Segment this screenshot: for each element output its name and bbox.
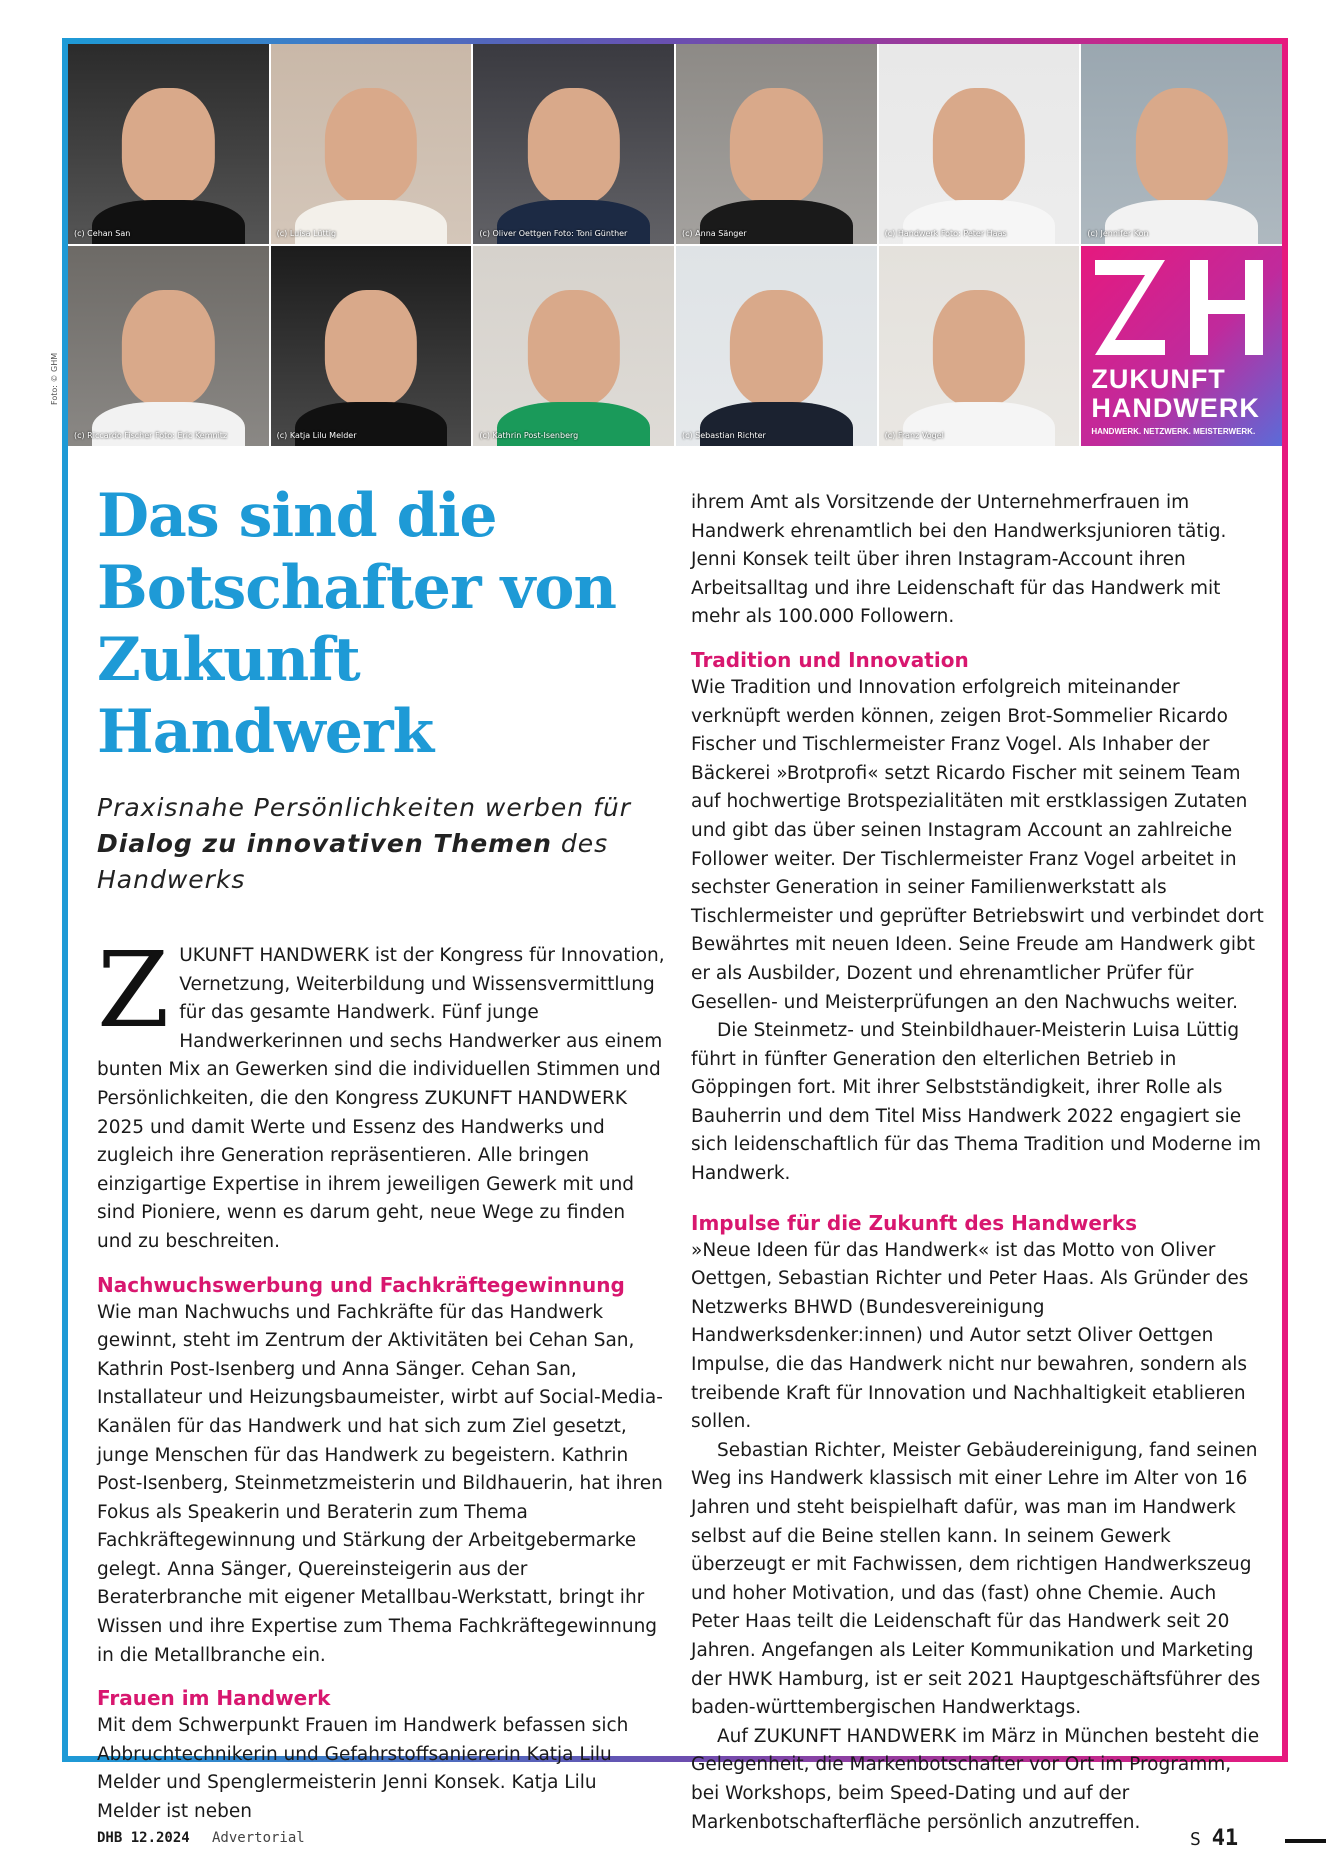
zh-logo-mark (1095, 260, 1265, 355)
paragraph: Auf ZUKUNFT HANDWERK im März in München besteht die Gelegenheit, die Markenbotschafter vor Ort im Programm, bei Workshops, beim Speed-Dating und auf der Markenbotschafterfläche persönlich anzutreffen. (691, 1725, 1260, 1833)
footer-issue: DHB 12.2024 (97, 1830, 190, 1846)
footer-rule (1285, 1839, 1326, 1843)
page-title: Das sind die Botschafter von Zukunft Handwerk (97, 481, 616, 767)
photo-caption: (c) Luisa Lüttig (276, 229, 337, 238)
paragraph: »Neue Ideen für das Handwerk« ist das Motto von Oliver Oettgen, Sebastian Richter und Peter Haas. Als Gründer des Netzwerks BHWD (Bundesvereinigung Handwerksdenker:innen) und Autor setzt Oliver Oettgen Impulse, die das Handwerk nicht nur bewahren, sondern als treibende Kraft für Innovation und Nachhaltigkeit etablieren sollen. (691, 1239, 1249, 1433)
portrait-face (325, 290, 417, 406)
section-heading: Impulse für die Zukunft des Handwerks (691, 1210, 1137, 1235)
photo-caption: (c) Anna Sänger (682, 229, 747, 238)
portrait-face (1136, 88, 1228, 204)
portrait-face (730, 290, 822, 406)
zukunft-handwerk-logo (1081, 246, 1282, 446)
ambassador-photo (473, 246, 674, 446)
ambassador-photo (68, 246, 269, 446)
portrait-face (122, 88, 214, 204)
ambassador-photo (676, 246, 877, 446)
paragraph: Sebastian Richter, Meister Gebäudereinigung, fand seinen Weg ins Handwerk klassisch mit einer Lehre im Alter von 16 Jahren und steht beispielhaft dafür, was man im Handwerk selbst auf die Beine stellen kann. In seinem Gewerk überzeugt er mit Fachwissen, dem richtigen Handwerkszeug und hoher Motivation, und das (fast) ohne Chemie. Auch Peter Haas teilt die Leidenschaft für das Handwerk seit 20 Jahren. Angefangen als Leiter Kommunikation und Marketing der HWK Hamburg, ist er seit 2021 Hauptgeschäftsführer des baden-württembergischen Handwerktags. (691, 1439, 1261, 1719)
photo-caption: (c) Katja Lilu Melder (276, 431, 357, 440)
intro-text: UKUNFT HANDWERK ist der Kongress für Innovation, Vernetzung, Weiterbildung und Wissensvermittlung für das gesamte Handwerk. Fünf junge Handwerkerinnen und sechs Handwerker aus einem bunten Mix an Gewerken sind die individuellen Stimmen und Persönlichkeiten, die den Kongress ZUKUNFT HANDWERK 2025 und damit Werte und Essenz des Handwerks und zugleich ihre Generation repräsentieren. Alle bringen einzigartige Expertise in ihrem jeweiligen Gewerk mit und sind Pioniere, wenn es darum geht, neue Wege zu finden und zu beschreiten. (97, 945, 665, 1252)
subtitle-bold: Dialog zu innovativen Themen (97, 829, 552, 858)
photo-caption: (c) Handwerk Foto: Peter Haas (884, 229, 1007, 238)
paragraph: Mit dem Schwerpunkt Frauen im Handwerk befassen sich Abbruchtechnikerin und Gefahrstoffsaniererin Katja Lilu Melder und Spenglermeisterin Jenni Konsek. Katja Lilu Melder ist neben (97, 1715, 629, 1823)
page-prefix: S (1190, 1829, 1201, 1850)
portrait-face (528, 290, 620, 406)
paragraph: Wie man Nachwuchs und Fachkräfte für das Handwerk gewinnt, steht im Zentrum der Aktivitäten bei Cehan San, Kathrin Post-Isenberg und Anna Sänger. Cehan San, Installateur und Heizungsbaumeister, wirbt auf Social-Media-Kanälen für das Handwerk und hat sich zum Ziel gesetzt, junge Menschen für das Handwerk zu begeistern. Kathrin Post-Isenberg, Steinmetzmeisterin und Bildhauerin, hat ihren Fokus als Speakerin und Beraterin zum Thema Fachkräftegewinnung und Stärkung der Arbeitgebermarke gelegt. Anna Sänger, Quereinsteigerin aus der Beraterbranche mit eigener Metallbau-Werkstatt, bringt ihr Wissen und ihre Expertise zum Thema Fachkräftegewinnung in die Metallbranche ein. (97, 1301, 663, 1666)
paragraph: ihrem Amt als Vorsitzende der Unternehmerfrauen im Handwerk ehrenamtlich bei den Handwerksjunioren tätig. Jenni Konsek teilt über ihren Instagram-Account ihren Arbeitsalltag und ihre Leidenschaft für das Handwerk mit mehr als 100.000 Followern. (691, 492, 1227, 628)
photo-credit: Foto: © GHM (50, 352, 59, 405)
ambassador-photo (68, 44, 269, 244)
portrait-face (933, 88, 1025, 204)
photo-caption: (c) Riccardo Fischer Foto: Eric Kemnitz (74, 431, 228, 440)
ambassador-photo (1081, 44, 1282, 244)
section-heading: Tradition und Innovation (691, 647, 969, 672)
subtitle-text-end: des Handwerks (97, 829, 609, 894)
footer-section: Advertorial (212, 1830, 305, 1846)
section-heading: Nachwuchswerbung und Fachkräftegewinnung (97, 1272, 625, 1297)
ambassador-photo-grid (68, 44, 1282, 446)
intro-paragraph (97, 929, 665, 1257)
portrait-face (122, 290, 214, 406)
portrait-face (325, 88, 417, 204)
portrait-face (528, 88, 620, 204)
photo-caption: (c) Kathrin Post-Isenberg (479, 431, 579, 440)
portrait-face (933, 290, 1025, 406)
paragraph: Die Steinmetz- und Steinbildhauer-Meisterin Luisa Lüttig führt in fünfter Generation den elterlichen Betrieb in Göppingen fort. Mit ihrer Selbstständigkeit, ihrer Rolle als Bauherrin und dem Titel Miss Handwerk 2022 engagiert sie sich leidenschaftlich für das Thema Tradition und Moderne im Handwerk. (691, 1020, 1262, 1185)
subtitle-text: Praxisnahe Persönlichkeiten werben für (97, 793, 632, 822)
logo-line2: HANDWERK (1091, 393, 1260, 423)
page-number (1190, 1826, 1238, 1851)
right-column (691, 489, 1265, 1837)
photo-caption: (c) Oliver Oettgen Foto: Toni Günther (479, 229, 628, 238)
ambassador-photo (271, 246, 472, 446)
section-heading: Frauen im Handwerk (97, 1686, 331, 1711)
portrait-face (730, 88, 822, 204)
ambassador-photo (879, 246, 1080, 446)
ambassador-photo (879, 44, 1080, 244)
paragraph: Wie Tradition und Innovation erfolgreich miteinander verknüpft werden können, zeigen Brot-Sommelier Ricardo Fischer und Tischlermeister Franz Vogel. Als Inhaber der Bäckerei »Brotprofi« setzt Ricardo Fischer mit seinem Team auf hochwertige Brotspezialitäten mit erstklassigen Zutaten und gibt das über seinen Instagram Account an zahlreiche Follower weiter. Der Tischlermeister Franz Vogel arbeitet in sechster Generation in seiner Familienwerkstatt als Tischlermeister und geprüfter Betriebswirt und verbindet dort Bewährtes mit neuen Ideen. Seine Freude am Handwerk gibt er als Ausbilder, Dozent und ehrenamtlicher Prüfer für Gesellen- und Meisterprüfungen an den Nachwuchs weiter. (691, 676, 1264, 1013)
photo-caption: (c) Sebastian Richter (682, 431, 766, 440)
photo-caption: (c) Cehan San (74, 229, 131, 238)
left-column (97, 480, 665, 1827)
logo-tagline: HANDWERK. NETZWERK. MEISTERWERK. (1091, 427, 1256, 436)
drop-cap: Z (97, 929, 170, 1051)
logo-line1: ZUKUNFT (1091, 364, 1226, 394)
ambassador-photo (271, 44, 472, 244)
photo-caption: (c) Franz Vogel (884, 431, 944, 440)
page-number-value: 41 (1211, 1826, 1239, 1851)
photo-caption: (c) Jennifer Kon (1087, 229, 1149, 238)
ambassador-photo (676, 44, 877, 244)
ambassador-photo (473, 44, 674, 244)
subtitle (97, 790, 665, 898)
